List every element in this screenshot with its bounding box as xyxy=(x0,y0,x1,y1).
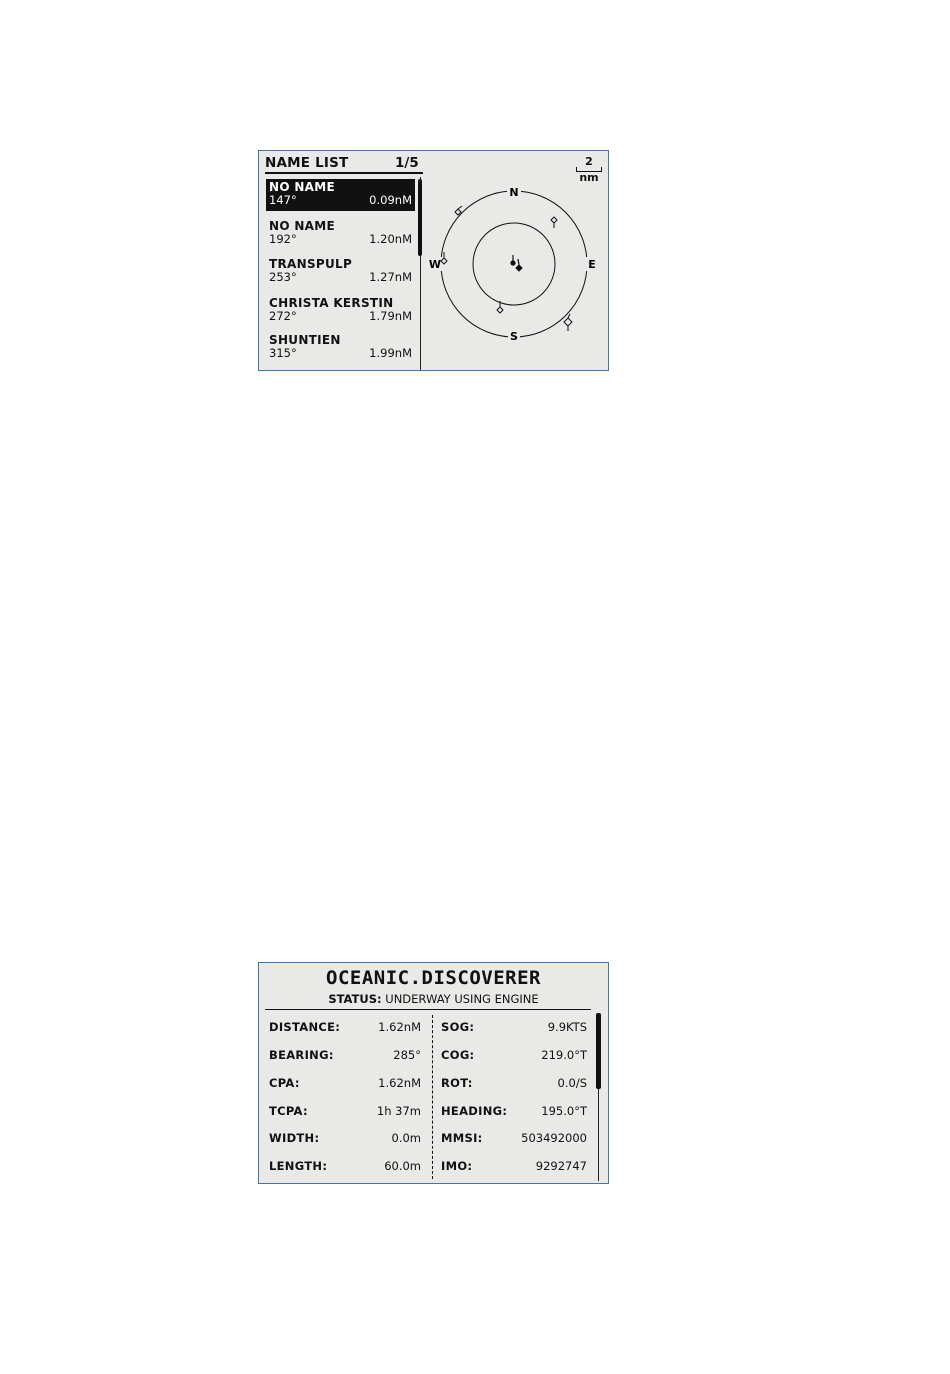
field-imo xyxy=(441,1158,587,1174)
field-distance xyxy=(269,1019,421,1035)
field-value: 1.62nM xyxy=(378,1076,421,1090)
screen-title: NAME LIST xyxy=(265,155,349,171)
vessel-distance: 1.27nM xyxy=(369,270,412,284)
vessel-distance: 1.99nM xyxy=(369,346,412,360)
vessel-distance: 1.20nM xyxy=(369,232,412,246)
field-length xyxy=(269,1158,421,1174)
field-label: IMO: xyxy=(441,1159,473,1173)
field-value: 60.0m xyxy=(384,1159,421,1173)
vessel-name: TRANSPULP xyxy=(269,257,353,271)
header-divider xyxy=(265,1009,591,1010)
list-scrollbar[interactable] xyxy=(418,179,422,256)
field-cog xyxy=(441,1047,587,1063)
field-label: MMSI: xyxy=(441,1131,483,1145)
field-label: DISTANCE: xyxy=(269,1020,341,1034)
field-width xyxy=(269,1130,421,1146)
detail-scrollbar[interactable] xyxy=(596,1013,601,1089)
status-label: STATUS: xyxy=(328,992,382,1006)
status-value: UNDERWAY USING ENGINE xyxy=(385,992,539,1006)
field-value: 0.0/S xyxy=(557,1076,587,1090)
list-item[interactable] xyxy=(266,218,415,250)
vessel-name: SHUNTIEN xyxy=(269,333,341,347)
list-item[interactable] xyxy=(266,332,415,364)
field-value: 285° xyxy=(393,1048,421,1062)
vessel-status xyxy=(259,992,608,1006)
field-rot xyxy=(441,1075,587,1091)
field-label: WIDTH: xyxy=(269,1131,320,1145)
list-item[interactable] xyxy=(266,179,415,211)
vessel-bearing: 315° xyxy=(269,346,297,360)
field-value: 503492000 xyxy=(521,1131,587,1145)
field-label: CPA: xyxy=(269,1076,300,1090)
field-label: LENGTH: xyxy=(269,1159,328,1173)
selected-target-icon[interactable] xyxy=(516,259,522,271)
compass-north: N xyxy=(509,186,519,199)
field-mmsi xyxy=(441,1130,587,1146)
field-value: 9292747 xyxy=(535,1159,587,1173)
vessel-distance: 1.79nM xyxy=(369,309,412,323)
field-cpa xyxy=(269,1075,421,1091)
title-divider xyxy=(265,172,423,174)
own-ship-icon xyxy=(510,255,515,266)
compass-west: W xyxy=(428,258,442,271)
range-scale-value: 2 xyxy=(585,155,593,168)
vessel-name: NO NAME xyxy=(269,219,335,233)
vessel-detail-screen xyxy=(258,962,609,1184)
range-scale-unit: nm xyxy=(579,171,599,184)
list-item[interactable] xyxy=(266,256,415,288)
radar-plot xyxy=(424,179,604,369)
field-bearing xyxy=(269,1047,421,1063)
field-label: SOG: xyxy=(441,1020,475,1034)
field-value: 9.9KTS xyxy=(547,1020,587,1034)
vessel-bearing: 192° xyxy=(269,232,297,246)
ais-target-icon[interactable] xyxy=(551,217,557,228)
field-value: 0.0m xyxy=(391,1131,421,1145)
field-tcpa xyxy=(269,1103,421,1119)
field-label: ROT: xyxy=(441,1076,473,1090)
compass-east: E xyxy=(588,258,596,271)
vessel-name: NO NAME xyxy=(269,180,335,194)
list-item[interactable] xyxy=(266,295,415,327)
field-value: 1.62nM xyxy=(378,1020,421,1034)
field-heading xyxy=(441,1103,587,1119)
field-value: 1h 37m xyxy=(376,1104,421,1118)
field-label: COG: xyxy=(441,1048,475,1062)
vessel-distance: 0.09nM xyxy=(369,193,412,207)
compass-south: S xyxy=(510,330,518,343)
name-list-screen xyxy=(258,150,609,371)
page-indicator: 1/5 xyxy=(395,155,419,171)
field-sog xyxy=(441,1019,587,1035)
vessel-bearing: 272° xyxy=(269,309,297,323)
column-divider xyxy=(432,1015,433,1179)
field-label: BEARING: xyxy=(269,1048,334,1062)
field-label: HEADING: xyxy=(441,1104,508,1118)
field-label: TCPA: xyxy=(269,1104,308,1118)
vessel-name: CHRISTA KERSTIN xyxy=(269,296,394,310)
vessel-bearing: 253° xyxy=(269,270,297,284)
vessel-bearing: 147° xyxy=(269,193,297,207)
vessel-name-title: OCEANIC.DISCOVERER xyxy=(326,967,541,989)
field-value: 219.0°T xyxy=(541,1048,587,1062)
field-value: 195.0°T xyxy=(541,1104,587,1118)
